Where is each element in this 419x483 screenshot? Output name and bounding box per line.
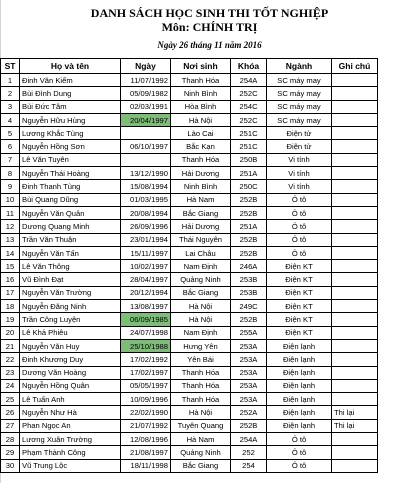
cell-note[interactable]: Thi lại: [332, 406, 378, 419]
cell-place[interactable]: Thanh Hóa: [171, 393, 231, 406]
cell-name[interactable]: Nguyễn Văn Quân: [20, 206, 121, 219]
col-header-date: Ngày: [121, 59, 171, 74]
cell-date[interactable]: 26/09/1996: [121, 220, 171, 233]
table-row[interactable]: [1, 74, 378, 87]
cell-note[interactable]: [332, 286, 378, 299]
cell-note[interactable]: [332, 113, 378, 126]
cell-date[interactable]: 12/08/1996: [121, 433, 171, 446]
cell-place[interactable]: Hà Nội: [171, 113, 231, 126]
cell-khoa[interactable]: 252B: [231, 193, 267, 206]
cell-st[interactable]: 29: [1, 446, 20, 459]
cell-nganh[interactable]: Ô tô: [267, 193, 332, 206]
table-row[interactable]: [1, 87, 378, 100]
cell-date[interactable]: 17/02/1992: [121, 353, 171, 366]
cell-place[interactable]: Yên Bái: [171, 353, 231, 366]
table-row[interactable]: [1, 206, 378, 219]
cell-st[interactable]: 16: [1, 273, 20, 286]
cell-name[interactable]: Nguyễn Thái Hoàng: [20, 167, 121, 180]
cell-place[interactable]: Tuyên Quang: [171, 419, 231, 432]
cell-nganh[interactable]: Điện lạnh: [267, 339, 332, 352]
cell-place[interactable]: Quảng Ninh: [171, 446, 231, 459]
cell-st[interactable]: 14: [1, 246, 20, 259]
cell-place[interactable]: Bắc Kạn: [171, 140, 231, 153]
cell-nganh[interactable]: Ô tô: [267, 433, 332, 446]
cell-note[interactable]: [332, 127, 378, 140]
table-row[interactable]: [1, 127, 378, 140]
cell-note[interactable]: [332, 193, 378, 206]
cell-nganh[interactable]: Điện KT: [267, 300, 332, 313]
cell-nganh[interactable]: Điện lạnh: [267, 379, 332, 392]
table-row[interactable]: [1, 153, 378, 166]
cell-note[interactable]: [332, 140, 378, 153]
cell-st[interactable]: 11: [1, 206, 20, 219]
cell-khoa[interactable]: 253A: [231, 379, 267, 392]
cell-khoa[interactable]: 251C: [231, 140, 267, 153]
cell-date[interactable]: 21/08/1997: [121, 446, 171, 459]
table-row[interactable]: [1, 246, 378, 259]
cell-nganh[interactable]: Điện lạnh: [267, 353, 332, 366]
cell-name[interactable]: Nguyễn Hồng Sơn: [20, 140, 121, 153]
table-row[interactable]: [1, 100, 378, 113]
cell-note[interactable]: [332, 74, 378, 87]
cell-date[interactable]: 06/09/1985: [121, 313, 171, 326]
cell-name[interactable]: Bùi Đức Tâm: [20, 100, 121, 113]
cell-khoa[interactable]: 253A: [231, 339, 267, 352]
cell-place[interactable]: Hưng Yên: [171, 339, 231, 352]
cell-name[interactable]: Bùi Đình Dung: [20, 87, 121, 100]
cell-place[interactable]: Nam Định: [171, 326, 231, 339]
cell-note[interactable]: [332, 167, 378, 180]
cell-name[interactable]: Đinh Văn Kiểm: [20, 74, 121, 87]
cell-khoa[interactable]: 252B: [231, 313, 267, 326]
cell-name[interactable]: Lê Văn Tuyên: [20, 153, 121, 166]
cell-name[interactable]: Nguyễn Đăng Ninh: [20, 300, 121, 313]
cell-khoa[interactable]: 250C: [231, 180, 267, 193]
cell-st[interactable]: 20: [1, 326, 20, 339]
table-row[interactable]: [1, 273, 378, 286]
cell-name[interactable]: Vũ Đình Đạt: [20, 273, 121, 286]
cell-name[interactable]: Dương Văn Hoàng: [20, 366, 121, 379]
cell-name[interactable]: Trần Công Luyện: [20, 313, 121, 326]
cell-st[interactable]: 1: [1, 74, 20, 87]
cell-place[interactable]: Hòa Bình: [171, 100, 231, 113]
table-row[interactable]: [1, 353, 378, 366]
cell-st[interactable]: 15: [1, 260, 20, 273]
cell-note[interactable]: [332, 180, 378, 193]
cell-note[interactable]: [332, 446, 378, 459]
cell-st[interactable]: 17: [1, 286, 20, 299]
cell-date[interactable]: 24/07/1998: [121, 326, 171, 339]
exam-date: Ngày 26 tháng 11 năm 2016: [157, 40, 262, 50]
cell-date[interactable]: 02/03/1991: [121, 100, 171, 113]
cell-date[interactable]: 06/10/1997: [121, 140, 171, 153]
cell-name[interactable]: Trần Văn Thuận: [20, 233, 121, 246]
cell-place[interactable]: Ninh Bình: [171, 180, 231, 193]
table-row[interactable]: [1, 406, 378, 419]
cell-date[interactable]: [121, 127, 171, 140]
cell-st[interactable]: 3: [1, 100, 20, 113]
table-row[interactable]: [1, 113, 378, 126]
cell-note[interactable]: [332, 233, 378, 246]
cell-nganh[interactable]: Điện lạnh: [267, 366, 332, 379]
cell-nganh[interactable]: Vi tính: [267, 167, 332, 180]
cell-place[interactable]: Thanh Hóa: [171, 153, 231, 166]
cell-date[interactable]: 18/11/1998: [121, 459, 171, 472]
cell-st[interactable]: 27: [1, 419, 20, 432]
cell-khoa[interactable]: 251A: [231, 167, 267, 180]
cell-place[interactable]: Hà Nam: [171, 433, 231, 446]
cell-place[interactable]: Hà Nam: [171, 193, 231, 206]
table-row[interactable]: [1, 339, 378, 352]
table-row[interactable]: [1, 167, 378, 180]
cell-note[interactable]: [332, 300, 378, 313]
cell-note[interactable]: [332, 153, 378, 166]
student-table: [0, 58, 378, 473]
cell-nganh[interactable]: Ô tô: [267, 246, 332, 259]
cell-note[interactable]: [332, 459, 378, 472]
cell-place[interactable]: Hà Nội: [171, 313, 231, 326]
cell-st[interactable]: 4: [1, 113, 20, 126]
cell-date[interactable]: 17/02/1997: [121, 366, 171, 379]
cell-name[interactable]: Lương Khắc Tùng: [20, 127, 121, 140]
cell-khoa[interactable]: 253A: [231, 353, 267, 366]
cell-note[interactable]: [332, 206, 378, 219]
cell-khoa[interactable]: 251A: [231, 220, 267, 233]
cell-note[interactable]: [332, 433, 378, 446]
cell-st[interactable]: 21: [1, 339, 20, 352]
cell-khoa[interactable]: 252: [231, 446, 267, 459]
table-row[interactable]: [1, 193, 378, 206]
cell-nganh[interactable]: Ô tô: [267, 233, 332, 246]
cell-place[interactable]: Hà Nội: [171, 300, 231, 313]
cell-note[interactable]: Thi lại: [332, 419, 378, 432]
cell-place[interactable]: Nam Định: [171, 260, 231, 273]
table-row[interactable]: [1, 313, 378, 326]
cell-nganh[interactable]: Ô tô: [267, 206, 332, 219]
cell-st[interactable]: 5: [1, 127, 20, 140]
cell-name[interactable]: Nguyễn Văn Tấn: [20, 246, 121, 259]
cell-nganh[interactable]: Điện KT: [267, 273, 332, 286]
col-header-st: ST: [1, 59, 20, 74]
table-row[interactable]: [1, 300, 378, 313]
cell-place[interactable]: Hải Dương: [171, 167, 231, 180]
cell-note[interactable]: [332, 260, 378, 273]
table-row[interactable]: [1, 260, 378, 273]
cell-st[interactable]: 28: [1, 433, 20, 446]
cell-date[interactable]: [121, 153, 171, 166]
cell-date[interactable]: 28/04/1997: [121, 273, 171, 286]
cell-st[interactable]: 2: [1, 87, 20, 100]
cell-khoa[interactable]: 253A: [231, 393, 267, 406]
cell-note[interactable]: [332, 246, 378, 259]
cell-khoa[interactable]: 254: [231, 459, 267, 472]
cell-name[interactable]: Nguyễn Văn Trường: [20, 286, 121, 299]
col-header-khoa: Khóa: [231, 59, 267, 74]
cell-nganh[interactable]: Điện lạnh: [267, 419, 332, 432]
cell-khoa[interactable]: 253B: [231, 273, 267, 286]
table-row[interactable]: [1, 419, 378, 432]
cell-date[interactable]: 15/08/1994: [121, 180, 171, 193]
cell-note[interactable]: [332, 366, 378, 379]
cell-st[interactable]: 19: [1, 313, 20, 326]
cell-khoa[interactable]: 252B: [231, 419, 267, 432]
cell-st[interactable]: 23: [1, 366, 20, 379]
cell-nganh[interactable]: Vi tính: [267, 180, 332, 193]
col-header-name: Họ và tên: [20, 59, 121, 74]
cell-khoa[interactable]: 252B: [231, 246, 267, 259]
cell-name[interactable]: Bùi Quang Dũng: [20, 193, 121, 206]
cell-date[interactable]: 25/10/1988: [121, 339, 171, 352]
cell-date[interactable]: 01/03/1995: [121, 193, 171, 206]
cell-nganh[interactable]: Điện lạnh: [267, 393, 332, 406]
cell-khoa[interactable]: 250B: [231, 153, 267, 166]
cell-note[interactable]: [332, 100, 378, 113]
cell-name[interactable]: Lê Khả Phiêu: [20, 326, 121, 339]
cell-st[interactable]: 7: [1, 153, 20, 166]
cell-date[interactable]: 13/12/1990: [121, 167, 171, 180]
cell-date[interactable]: 22/02/1990: [121, 406, 171, 419]
cell-nganh[interactable]: SC máy may: [267, 87, 332, 100]
table-row[interactable]: [1, 286, 378, 299]
cell-date[interactable]: 11/07/1992: [121, 74, 171, 87]
cell-nganh[interactable]: Điện KT: [267, 313, 332, 326]
cell-nganh[interactable]: Ô tô: [267, 220, 332, 233]
cell-place[interactable]: Hà Nội: [171, 406, 231, 419]
cell-khoa[interactable]: 251C: [231, 127, 267, 140]
cell-st[interactable]: 25: [1, 393, 20, 406]
cell-khoa[interactable]: 253A: [231, 366, 267, 379]
cell-note[interactable]: [332, 220, 378, 233]
cell-place[interactable]: Thanh Hóa: [171, 379, 231, 392]
table-row[interactable]: [1, 180, 378, 193]
cell-name[interactable]: Đinh Khương Duy: [20, 353, 121, 366]
cell-khoa[interactable]: 254A: [231, 74, 267, 87]
cell-date[interactable]: 20/08/1994: [121, 206, 171, 219]
cell-place[interactable]: Ninh Bình: [171, 87, 231, 100]
table-row[interactable]: [1, 459, 378, 472]
col-header-nganh: Ngành: [267, 59, 332, 74]
table-row[interactable]: [1, 366, 378, 379]
cell-nganh[interactable]: SC máy may: [267, 100, 332, 113]
table-row[interactable]: [1, 379, 378, 392]
cell-st[interactable]: 24: [1, 379, 20, 392]
table-header-row: [1, 59, 378, 74]
cell-name[interactable]: Nguyễn Hữu Hùng: [20, 113, 121, 126]
cell-khoa[interactable]: 252C: [231, 113, 267, 126]
subject-title: Môn: CHÍNH TRỊ: [161, 20, 258, 34]
cell-nganh[interactable]: Vi tính: [267, 153, 332, 166]
cell-name[interactable]: Phạm Thành Công: [20, 446, 121, 459]
cell-place[interactable]: Hải Dương: [171, 220, 231, 233]
cell-note[interactable]: [332, 326, 378, 339]
cell-place[interactable]: Bắc Giang: [171, 206, 231, 219]
table-row[interactable]: [1, 233, 378, 246]
table-row[interactable]: [1, 220, 378, 233]
cell-place[interactable]: Quảng Ninh: [171, 273, 231, 286]
cell-st[interactable]: 12: [1, 220, 20, 233]
cell-place[interactable]: Lai Châu: [171, 246, 231, 259]
cell-note[interactable]: [332, 87, 378, 100]
cell-date[interactable]: 05/05/1997: [121, 379, 171, 392]
cell-note[interactable]: [332, 273, 378, 286]
cell-khoa[interactable]: 255A: [231, 326, 267, 339]
cell-date[interactable]: 05/09/1982: [121, 87, 171, 100]
cell-name[interactable]: Nguyễn Hồng Quân: [20, 379, 121, 392]
cell-st[interactable]: 18: [1, 300, 20, 313]
cell-nganh[interactable]: Điện tử: [267, 140, 332, 153]
cell-date[interactable]: 13/08/1997: [121, 300, 171, 313]
cell-place[interactable]: Bắc Giang: [171, 459, 231, 472]
cell-st[interactable]: 30: [1, 459, 20, 472]
cell-name[interactable]: Lê Tuấn Anh: [20, 393, 121, 406]
cell-nganh[interactable]: Ô tô: [267, 446, 332, 459]
cell-place[interactable]: Thanh Hóa: [171, 74, 231, 87]
cell-name[interactable]: Nguyễn Như Hà: [20, 406, 121, 419]
cell-nganh[interactable]: Điện lạnh: [267, 406, 332, 419]
cell-st[interactable]: 22: [1, 353, 20, 366]
table-row[interactable]: [1, 140, 378, 153]
cell-place[interactable]: Bắc Giang: [171, 286, 231, 299]
cell-st[interactable]: 9: [1, 180, 20, 193]
cell-khoa[interactable]: 254C: [231, 100, 267, 113]
cell-khoa[interactable]: 246A: [231, 260, 267, 273]
cell-st[interactable]: 10: [1, 193, 20, 206]
cell-name[interactable]: Đinh Thanh Tùng: [20, 180, 121, 193]
cell-st[interactable]: 26: [1, 406, 20, 419]
cell-nganh[interactable]: SC máy may: [267, 113, 332, 126]
cell-name[interactable]: Vũ Trung Lộc: [20, 459, 121, 472]
cell-date[interactable]: 10/09/1996: [121, 393, 171, 406]
cell-st[interactable]: 13: [1, 233, 20, 246]
cell-note[interactable]: [332, 393, 378, 406]
cell-note[interactable]: [332, 313, 378, 326]
cell-date[interactable]: 10/02/1997: [121, 260, 171, 273]
cell-date[interactable]: 21/07/1992: [121, 419, 171, 432]
cell-date[interactable]: 20/12/1994: [121, 286, 171, 299]
cell-date[interactable]: 20/04/1997: [121, 113, 171, 126]
cell-nganh[interactable]: Điện KT: [267, 326, 332, 339]
cell-khoa[interactable]: 254A: [231, 433, 267, 446]
cell-st[interactable]: 6: [1, 140, 20, 153]
cell-khoa[interactable]: 253B: [231, 286, 267, 299]
cell-khoa[interactable]: 252B: [231, 206, 267, 219]
table-row[interactable]: [1, 393, 378, 406]
cell-nganh[interactable]: SC máy may: [267, 74, 332, 87]
cell-khoa[interactable]: 252A: [231, 406, 267, 419]
cell-name[interactable]: Nguyễn Văn Huy: [20, 339, 121, 352]
cell-nganh[interactable]: Điện KT: [267, 260, 332, 273]
table-row[interactable]: [1, 326, 378, 339]
cell-place[interactable]: Thanh Hóa: [171, 366, 231, 379]
cell-date[interactable]: 23/01/1994: [121, 233, 171, 246]
cell-note[interactable]: [332, 379, 378, 392]
cell-name[interactable]: Dương Quang Minh: [20, 220, 121, 233]
cell-name[interactable]: Lê Văn Thông: [20, 260, 121, 273]
cell-khoa[interactable]: 252C: [231, 87, 267, 100]
cell-name[interactable]: Lương Xuân Trường: [20, 433, 121, 446]
cell-nganh[interactable]: Ô tô: [267, 459, 332, 472]
page-title: DANH SÁCH HỌC SINH THI TỐT NGHIỆP: [90, 6, 329, 20]
cell-nganh[interactable]: Điện KT: [267, 286, 332, 299]
cell-khoa[interactable]: 249C: [231, 300, 267, 313]
cell-note[interactable]: [332, 339, 378, 352]
cell-name[interactable]: Phan Ngọc An: [20, 419, 121, 432]
col-header-note: Ghi chú: [332, 59, 378, 74]
cell-place[interactable]: Thái Nguyên: [171, 233, 231, 246]
table-row[interactable]: [1, 433, 378, 446]
table-row[interactable]: [1, 446, 378, 459]
cell-place[interactable]: Lào Cai: [171, 127, 231, 140]
cell-nganh[interactable]: Điện tử: [267, 127, 332, 140]
cell-date[interactable]: 15/11/1997: [121, 246, 171, 259]
col-header-place: Nơi sinh: [171, 59, 231, 74]
cell-note[interactable]: [332, 353, 378, 366]
cell-khoa[interactable]: 252B: [231, 233, 267, 246]
cell-st[interactable]: 8: [1, 167, 20, 180]
